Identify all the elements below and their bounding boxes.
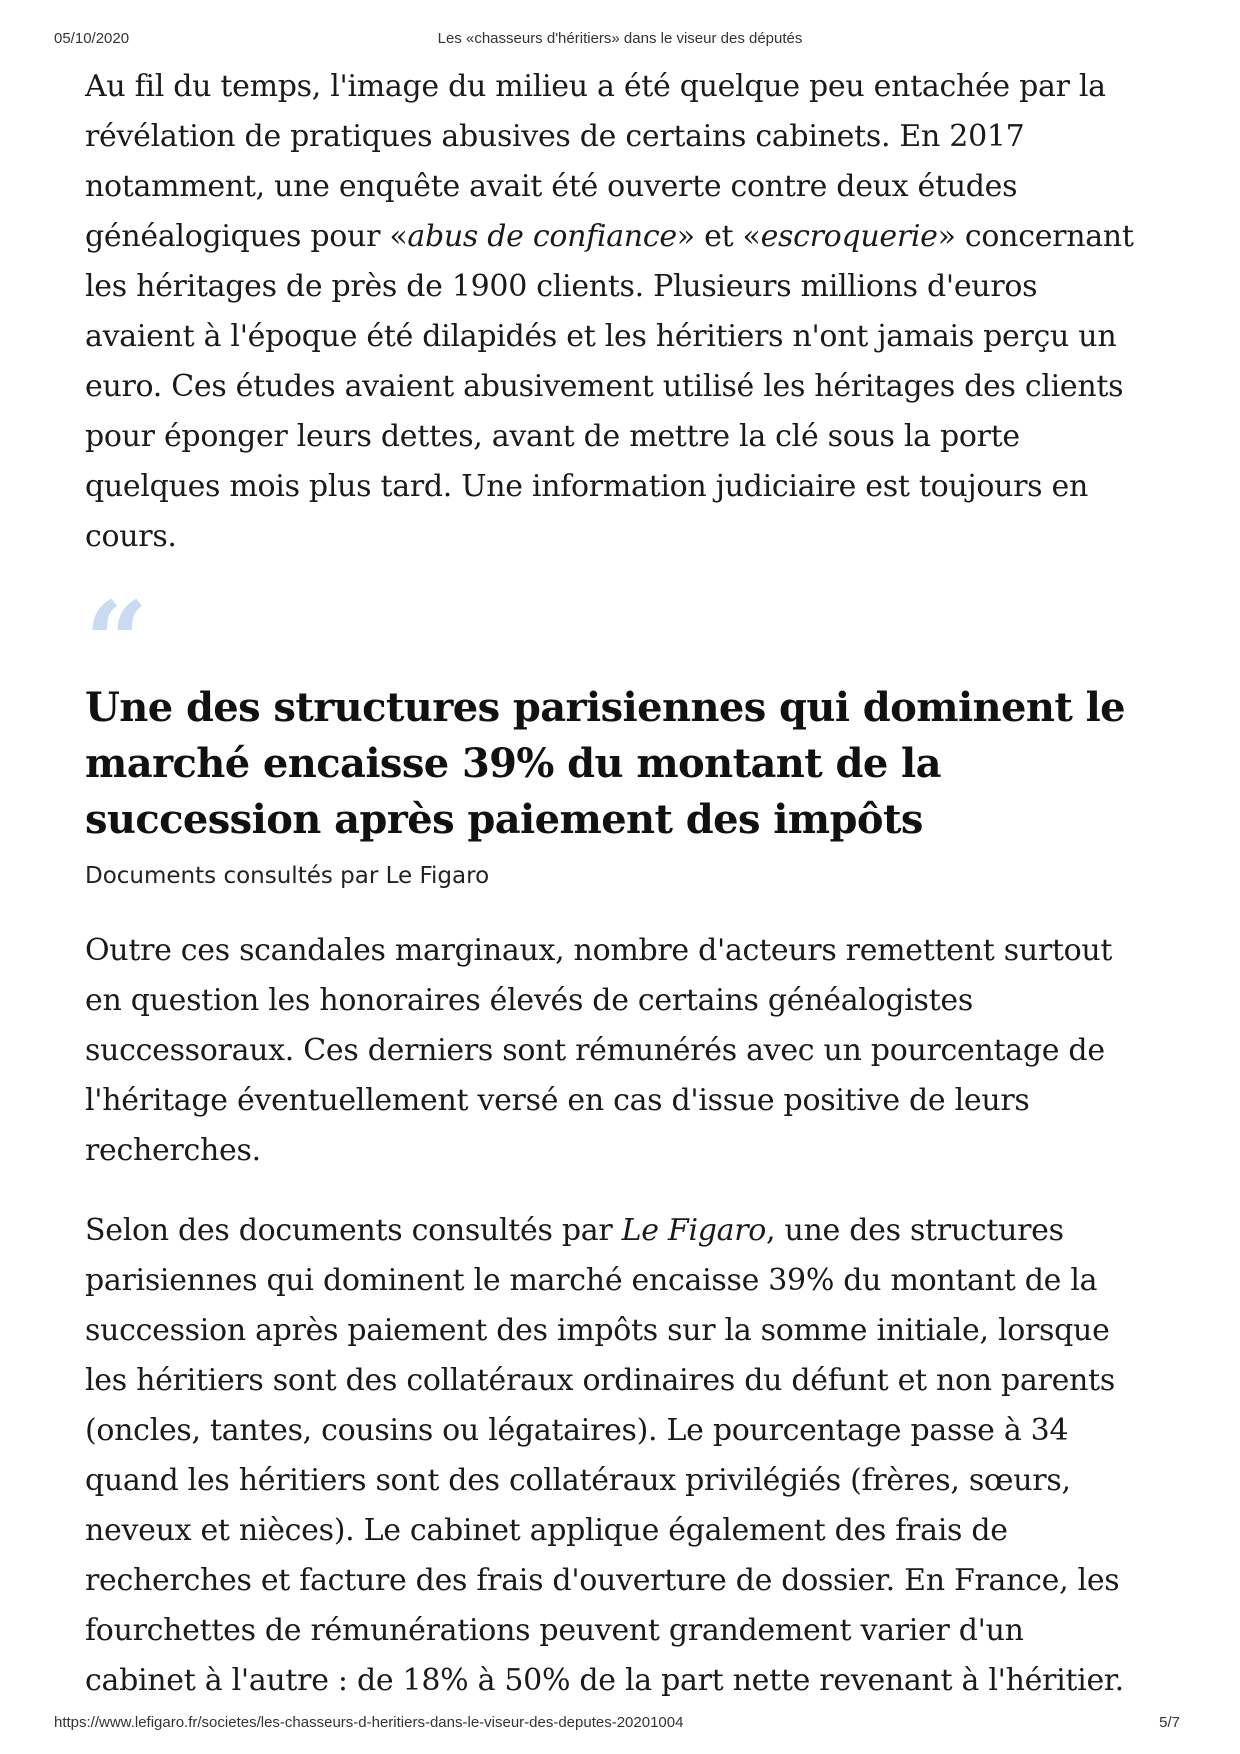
paragraph-2: Outre ces scandales marginaux, nombre d'acteurs remettent surtout en question les honoraires élevés de certains généalogistes successoraux. Ces derniers sont rémunérés avec un pourcentage de l'héritage éventuellement versé en cas d'issue positive de leurs recherches. xyxy=(85,933,1113,1168)
print-footer xyxy=(0,1714,1240,1736)
paragraph-1-text-c: » concernant les héritages de près de 1900 clients. Plusieurs millions d'euros avaient à l'époque été dilapidés et les héritiers n'ont jamais perçu un euro. Ces études avaient abusivement utilisé les héritages des clients pour éponger leurs dettes, avant de mettre la clé sous la porte quelques mois plus tard. Une information judiciaire est toujours en cours. xyxy=(85,219,1134,554)
paragraph-3-text-b: , une des structures parisiennes qui dominent le marché encaisse 39% du montant de la succession après paiement des impôts sur la somme initiale, lorsque les héritiers sont des collatéraux ordinaires du défunt et non parents (oncles, tantes, cousins ou légataires). Le pourcentage passe à 34 quand les héritiers sont des collatéraux privilégiés (frères, sœurs, neveux et nièces). Le cabinet applique également des frais de recherches et facture des frais d'ouverture de dossier. En France, les fourchettes de rémunérations peuvent grandement varier d'un cabinet à l'autre : de 18% à 50% de la part nette revenant à l'héritier. xyxy=(85,1213,1124,1698)
print-title: Les «chasseurs d'héritiers» dans le viseur des députés xyxy=(437,30,803,47)
paragraph-1-text-a: Au fil du temps, l'image du milieu a été quelque peu entachée par la révélation de pratiques abusives de certains cabinets. En 2017 notamment, une enquête avait été ouverte contre deux études généalogiques pour « xyxy=(85,69,1106,254)
paragraph-3-text-a: Selon des documents consultés par xyxy=(85,1213,622,1248)
paragraph-3 xyxy=(85,1206,1165,1706)
pull-quote-source: Documents consultés par Le Figaro xyxy=(85,863,490,889)
article-body xyxy=(85,62,1165,1706)
page-url: https://www.lefigaro.fr/societes/les-chasseurs-d-heritiers-dans-le-viseur-des-deputes-20201004 xyxy=(54,1714,684,1731)
paragraph-1-text-b: » et « xyxy=(676,219,761,254)
print-header xyxy=(0,30,1240,52)
paragraph-1 xyxy=(85,62,1165,562)
page-number: 5/7 xyxy=(1159,1714,1180,1731)
paragraph-1-italic-escroquerie: escroquerie xyxy=(760,219,938,254)
paragraph-1-italic-abus: abus de confiance xyxy=(407,219,677,254)
print-date: 05/10/2020 xyxy=(54,30,130,47)
quote-mark-icon: “ xyxy=(85,577,143,706)
pull-quote: Une des structures parisiennes qui dominent le marché encaisse 39% du montant de la succession après paiement des impôts xyxy=(85,684,1126,843)
paragraph-3-italic-le-figaro: Le Figaro xyxy=(621,1213,767,1248)
